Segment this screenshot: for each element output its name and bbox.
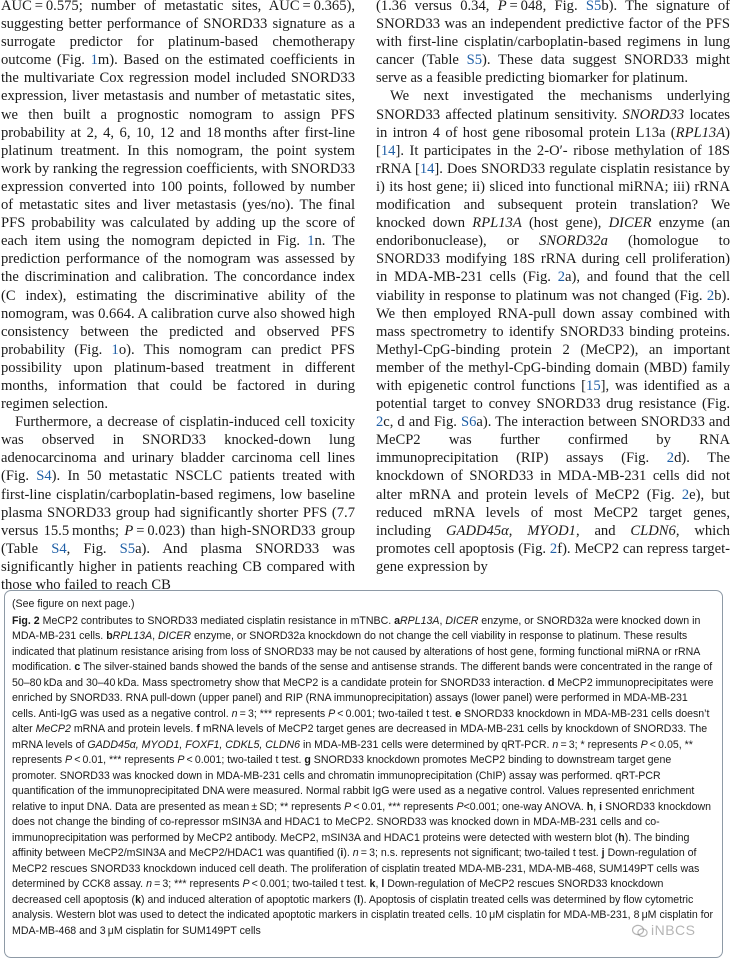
figure-link[interactable]: 1 xyxy=(111,341,119,358)
supplement-figure-link[interactable]: S5 xyxy=(585,0,602,14)
citation-link[interactable]: 14 xyxy=(380,142,396,159)
wechat-icon xyxy=(632,924,648,938)
watermark xyxy=(632,922,696,938)
see-figure-note: (See figure on next page.) xyxy=(12,598,135,610)
supplement-figure-link[interactable]: S4 xyxy=(36,468,52,485)
supplement-figure-link[interactable]: S5 xyxy=(119,540,136,557)
figure-label: Fig. 2 xyxy=(12,614,40,627)
figure-link[interactable]: 2 xyxy=(557,269,566,286)
citation-link[interactable]: 15 xyxy=(586,377,601,394)
citation-link[interactable]: 14 xyxy=(419,160,435,177)
figure-link[interactable]: 2 xyxy=(549,540,558,557)
right-column xyxy=(376,0,730,576)
figure-caption: Fig. 2 MeCP2 contributes to SNORD33 mediated cisplatin resistance in mTNBC. aRPL13A, DICER enzyme, or SNORD32a were knocked down in MDA-MB-231 cells. bRPL13A, DICER enzyme, or SNORD32a knockdown do not change the cell viability in response to platinum. These results indicated that platinum resistance arising from loss of SNORD33 may be not caused by alterations of host gene, forming functional miRNA or rRNA modification. c The silver-stained bands showed the bands of the sense and antisense strands. The different bands were concentrated in the range of 50–80 kDa and 30–40 kDa. Mass spectrometry show that MeCP2 is a candidate protein for SNORD33 interaction. d MeCP2 immunoprecipitates were enriched by SNORD33. RNA pull-down (upper panel) and RIP (RNA immunoprecipitation) assays (lower panel) were performed in MDA-MB-231 cells. Anti-IgG was used as a negative control. n = 3; *** represents P < 0.001; two-tailed t test. e SNORD33 knockdown in MDA-MB-231 cells doesn’t alter MeCP2 mRNA and protein levels. f mRNA levels of MeCP2 target genes are decreased in MDA-MB-231 cells by knockdown of SNORD33. The mRNA levels of GADD45α, MYOD1, FOXF1, CDKL5, CLDN6 in MDA-MB-231 cells were determined by qRT-PCR. n = 3; * represents P < 0.05, ** represents P < 0.01, *** represents P < 0.001; two-tailed t test. g SNORD33 knockdown promotes MeCP2 binding to downstream target gene promoter. SNORD33 was knocked down in MDA-MB-231 cells and chromatin immunoprecipitation (ChIP) assay was performed. qRT-PCR quantification of the immunoprecipitated DNA were measured. Normal rabbit IgG were used as a negative control. Values represented enrichment relative to input DNA. Data are presented as mean ± SD; ** represents P < 0.01, *** represents P<0.001; one-way ANOVA. h, i SNORD33 knockdown does not change the binding of co-repressor mSIN3A and HDAC1 to MeCP2. SNORD33 was knocked down in MDA-MB-231 cells and co-immunoprecipitation was performed by MeCP2 antibody. MeCP2, mSIN3A and HDAC1 proteins were detected with western blot (h). The binding affinity between MeCP2/mSIN3A and MeCP2/HDAC1 was quantified (i). n = 3; n.s. represents not significant; two-tailed t test. j Down-regulation of MeCP2 rescues SNORD33 knockdown induced cell death. The proliferation of cisplatin treated MDA-MB-231, MDA-MB-468, SUM149PT cells was determined by CCK8 assay. n = 3; *** represents P < 0.001; two-tailed t test. k, l Down-regulation of MeCP2 rescues SNORD33 knockdown decreased cell apoptosis (k) and induced alteration of apoptotic markers (l). Apoptosis of cisplatin treated cells was determined by flow cytometric analysis. Western blot was used to detect the indicated apoptotic markers in cisplatin treated cells. 10 μM cisplatin for MDA-MB-231, 8 μM cisplatin for MDA-MB-468 and 3 μM cisplatin for SUM149PT cells xyxy=(12,614,714,937)
right-paragraph-1: (1.36 versus 0.34, P = 048, Fig. S5b). The signature of SNORD33 was an independent predictive factor of the PFS with first-line cisplatin/carboplatin-based regimens in lung cancer (Table S5). These data suggest SNORD33 might serve as a feasible predicting biomarker for platinum. xyxy=(376,0,731,87)
watermark-text: iNBCS xyxy=(651,922,696,938)
supplement-table-link[interactable]: S4 xyxy=(51,540,67,557)
left-column xyxy=(1,0,355,594)
left-paragraph-1: AUC = 0.575; number of metastatic sites, AUC = 0.365), suggesting better performance of SNORD33 signature as a surrogate predictor for platinum-based chemotherapy outcome (Fig. 1m). Based on the estimated coefficients in the multivariate Cox regression model included SNORD33 expression, liver metastasis and number of metastatic sites, we then built a prognostic nomogram to assign PFS probability at 2, 4, 6, 10, 12 and 18 months after first-line platinum treatment. In this nomogram, the point system work by ranking the regression coefficients, with SNORD33 expression converted into 100 points, followed by number of metastatic sites and liver metastasis (yes/no). The final PFS probability was calculated by adding up the score of each item using the nomogram depicted in Fig. 1n. The prediction performance of the nomogram was assessed by the discrimination and calibration. The concordance index (C index), estimating the discriminative ability of the nomogram, was 0.664. A calibration curve also showed high consistency between the predicted and observed PFS probability (Fig. 1o). This nomogram can predict PFS possibility upon platinum-based treatment in different months, information that could be factored in during regimen selection. xyxy=(1,0,355,413)
figure-link[interactable]: 1 xyxy=(90,52,98,69)
supplement-figure-link[interactable]: S6 xyxy=(460,414,477,431)
figure-caption-box xyxy=(4,590,723,958)
figure-link[interactable]: 2 xyxy=(666,450,675,467)
figure-link[interactable]: 2 xyxy=(706,287,715,304)
figure-link[interactable]: 2 xyxy=(681,486,690,503)
figure-link[interactable]: 1 xyxy=(307,233,315,250)
supplement-table-link[interactable]: S5 xyxy=(466,52,483,69)
left-paragraph-2: Furthermore, a decrease of cisplatin-induced cell toxicity was observed in SNORD33 knocked-down lung adenocarcinoma and urinary bladder carcinoma cell lines (Fig. S4). In 50 metastatic NSCLC patients treated with first-line cisplatin/carboplatin-based regimens, low baseline plasma SNORD33 group had significantly shorter PFS (7.7 versus 15.5 months; P = 0.023) than high-SNORD33 group (Table S4, Fig. S5a). And plasma SNORD33 was significantly higher in patients reaching CB compared with those who failed to reach CB xyxy=(1,414,356,593)
right-paragraph-2: We next investigated the mechanisms underlying SNORD33 affected platinum sensitivity. SNORD33 locates in intron 4 of host gene ribosomal protein L13a (RPL13A) [14]. It participates in the 2-O′- ribose methylation of 18S rRNA [14]. Does SNORD33 regulate cisplatin resistance by i) its host gene; ii) sliced into functional miRNA; iii) rRNA modification and subsequent protein translation? We knocked down RPL13A (host gene), DICER enzyme (an endoribonuclease), or SNORD32a (homologue to SNORD33 modifying 18S rRNA during cell proliferation) in MDA-MB-231 cells (Fig. 2a), and found that the cell viability in response to platinum was not changed (Fig. 2b). We then employed RNA-pull down assay combined with mass spectrometry to identify SNORD33 binding proteins. Methyl-CpG-binding protein 2 (MeCP2), an important member of the methyl-CpG-binding domain (MBD) family with epigenetic control functions [15], was identified as a potential target to convey SNORD33 drug resistance (Fig. 2c, d and Fig. S6a). The interaction between SNORD33 and MeCP2 was further confirmed by RNA immunoprecipitation (RIP) assays (Fig. 2d). The knockdown of SNORD33 in MDA-MB-231 cells did not alter mRNA and protein levels of MeCP2 (Fig. 2e), but reduced mRNA levels of most MeCP2 target genes, including GADD45α, MYOD1, and CLDN6, which promotes cell apoptosis (Fig. 2f). MeCP2 can repress target-gene expression by xyxy=(376,88,731,575)
figure-link[interactable]: 2 xyxy=(376,414,384,431)
